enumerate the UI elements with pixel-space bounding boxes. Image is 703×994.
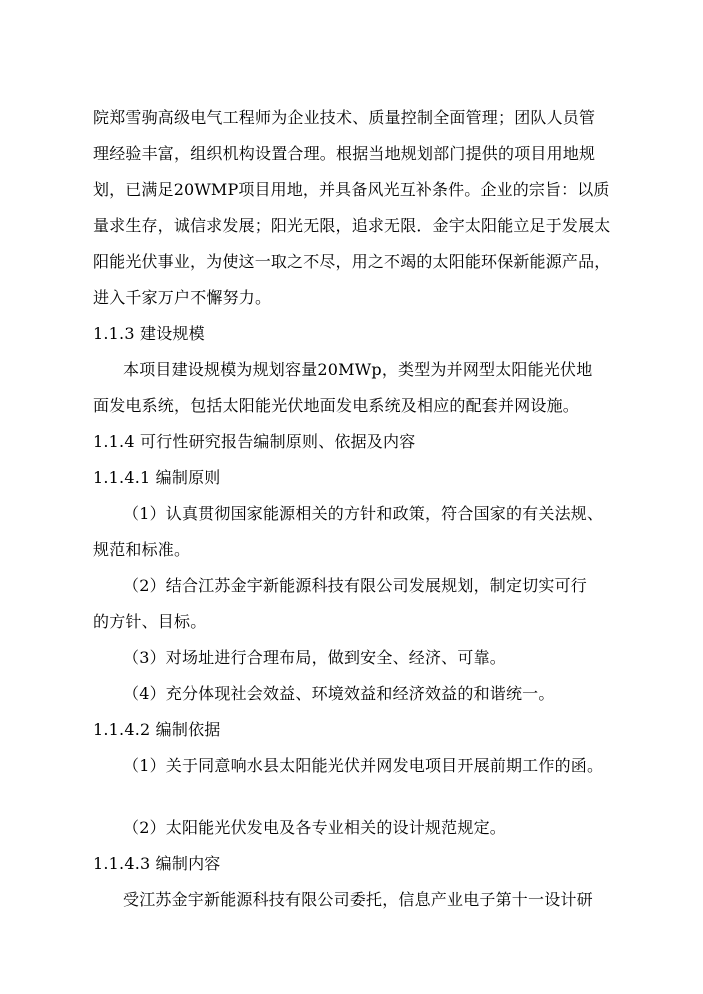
list-item: （4）充分体现社会效益、环境效益和经济效益的和谐统一。 (123, 684, 555, 703)
list-item: （1）关于同意响水县太阳能光伏并网发电项目开展前期工作的函。 (123, 756, 604, 775)
paragraph-line: 阳能光伏事业，为使这一取之不尽，用之不竭的太阳能环保新能源产品， (93, 252, 611, 271)
paragraph-line: 院郑雪驹高级电气工程师为企业技术、质量控制全面管理；团队人员管 (93, 108, 596, 127)
section-heading: 1.1.4 可行性研究报告编制原则、依据及内容 (93, 432, 416, 451)
paragraph-line: 进入千家万户不懈努力。 (93, 288, 272, 307)
paragraph-line: 量求生存，诚信求发展；阳光无限，追求无限．金宇太阳能立足于发展太 (93, 216, 611, 235)
paragraph-line: 的方针、目标。 (93, 612, 207, 631)
paragraph-line: 本项目建设规模为规划容量20MWp，类型为并网型太阳能光伏地 (123, 360, 593, 379)
subsection-heading: 1.1.4.2 编制依据 (93, 720, 221, 739)
subsection-heading: 1.1.4.1 编制原则 (93, 468, 221, 487)
section-heading: 1.1.3 建设规模 (93, 324, 205, 343)
subsection-heading: 1.1.4.3 编制内容 (93, 854, 221, 873)
paragraph-line: 划，已满足20WMP项目用地，并具备风光互补条件。企业的宗旨：以质 (93, 180, 610, 199)
list-item: （2）结合江苏金宇新能源科技有限公司发展规划，制定切实可行 (123, 576, 587, 595)
list-item: （3）对场址进行合理布局，做到安全、经济、可靠。 (123, 648, 506, 667)
paragraph-line: 受江苏金宇新能源科技有限公司委托，信息产业电子第十一设计研 (123, 890, 593, 909)
list-item: （1）认真贯彻国家能源相关的方针和政策，符合国家的有关法规、 (123, 504, 604, 523)
paragraph-line: 理经验丰富，组织机构设置合理。根据当地规划部门提供的项目用地规 (93, 144, 596, 163)
paragraph-line: 规范和标准。 (93, 540, 191, 559)
paragraph-line: 面发电系统，包括太阳能光伏地面发电系统及相应的配套并网设施。 (93, 396, 580, 415)
list-item: （2）太阳能光伏发电及各专业相关的设计规范规定。 (123, 818, 506, 837)
